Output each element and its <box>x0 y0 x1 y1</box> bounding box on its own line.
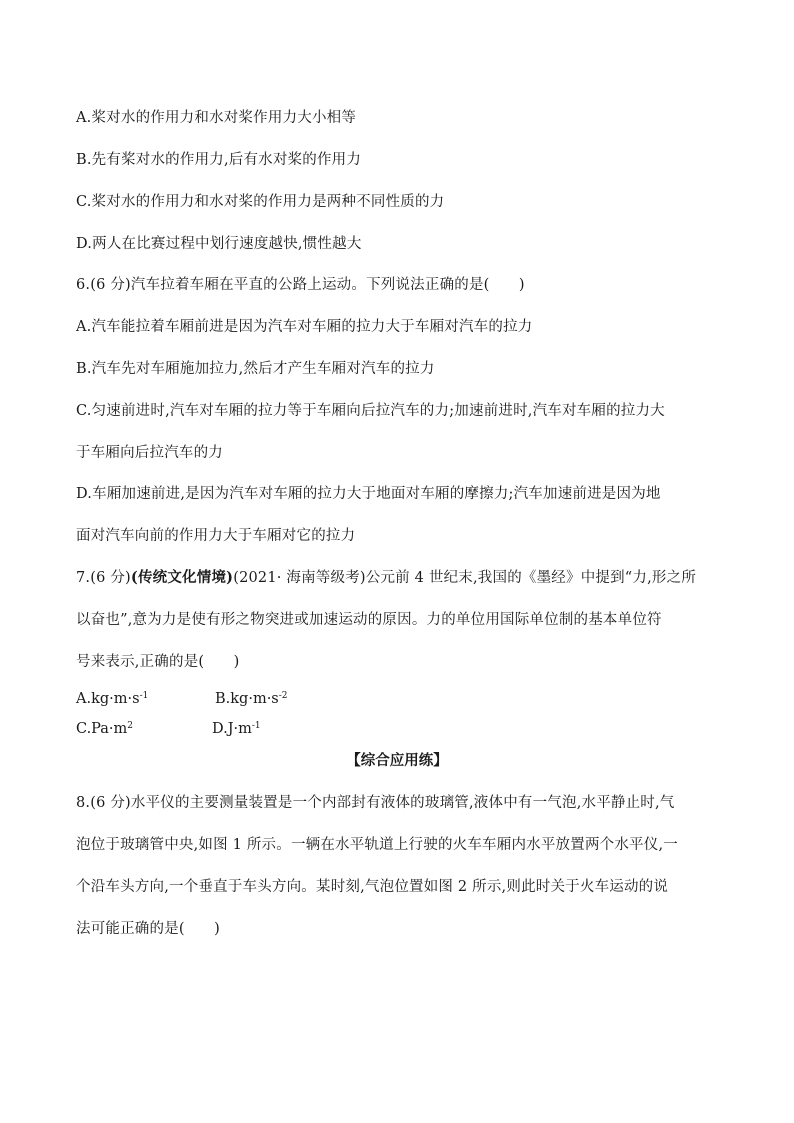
q7-stem-line3: 号来表示,正确的是( ) <box>76 654 240 670</box>
q8-stem-line1: 8.(6 分)水平仪的主要测量装置是一个内部封有液体的玻璃管,液体中有一气泡,水平静止时,气 <box>76 795 675 811</box>
q7-context-tag: (传统文化情境) <box>130 569 234 586</box>
q6-option-c-line2: 于车厢向后拉汽车的力 <box>76 445 223 461</box>
q7-option-b <box>215 686 288 709</box>
q7-option-b-base: B.kg·m·s <box>215 691 279 707</box>
q6-option-b: B.汽车先对车厢施加拉力,然后才产生车厢对汽车的拉力 <box>76 361 435 377</box>
section-heading-comprehensive-practice: 【综合应用练】 <box>346 752 448 769</box>
q7-option-c-exp: 2 <box>127 721 134 731</box>
q7-option-d-base: D.J·m <box>212 721 252 737</box>
q7-option-d <box>212 716 261 739</box>
q8-stem-line4: 法可能正确的是( ) <box>76 921 221 937</box>
q6-option-c-line1: C.匀速前进时,汽车对车厢的拉力等于车厢向后拉汽车的力;加速前进时,汽车对车厢的拉力大 <box>76 403 665 419</box>
q5-option-a: A.桨对水的作用力和水对桨作用力大小相等 <box>76 110 357 126</box>
q7-stem-line2: 以奋也”,意为力是使有形之物突进或加速运动的原因。力的单位用国际单位制的基本单位符 <box>76 612 662 628</box>
q8-stem-line2: 泡位于玻璃管中央,如图 1 所示。一辆在水平轨道上行驶的火车车厢内水平放置两个水平仪,一 <box>76 837 678 853</box>
q6-option-d-line1: D.车厢加速前进,是因为汽车对车厢的拉力大于地面对车厢的摩擦力;汽车加速前进是因为地 <box>76 486 661 502</box>
q7-number: 7.(6 分) <box>76 570 131 586</box>
q7-option-c <box>76 716 133 739</box>
q7-option-a-base: A.kg·m·s <box>76 691 140 707</box>
q7-option-b-exp: -2 <box>278 691 288 701</box>
q7-option-c-base: C.Pa·m <box>76 721 128 737</box>
q7-option-a <box>76 686 148 709</box>
q5-option-b: B.先有桨对水的作用力,后有水对桨的作用力 <box>76 152 362 168</box>
q5-option-d: D.两人在比赛过程中划行速度越快,惯性越大 <box>76 236 362 252</box>
q6-option-d-line2: 面对汽车向前的作用力大于车厢对它的拉力 <box>76 528 356 544</box>
q6-option-a: A.汽车能拉着车厢前进是因为汽车对车厢的拉力大于车厢对汽车的拉力 <box>76 319 533 335</box>
q8-stem-line3: 个沿车头方向,一个垂直于车头方向。某时刻,气泡位置如图 2 所示,则此时关于火车运动的说 <box>76 879 669 895</box>
q5-option-c: C.桨对水的作用力和水对桨的作用力是两种不同性质的力 <box>76 194 445 210</box>
q7-stem-line1 <box>76 568 696 588</box>
q7-stem-line1-rest: (2021· 海南等级考)公元前 4 世纪末,我国的《墨经》中提到“力,形之所 <box>233 570 697 586</box>
q7-option-a-exp: -1 <box>139 691 149 701</box>
q6-stem: 6.(6 分)汽车拉着车厢在平直的公路上运动。下列说法正确的是( ) <box>76 277 525 293</box>
q7-option-d-exp: -1 <box>251 721 261 731</box>
